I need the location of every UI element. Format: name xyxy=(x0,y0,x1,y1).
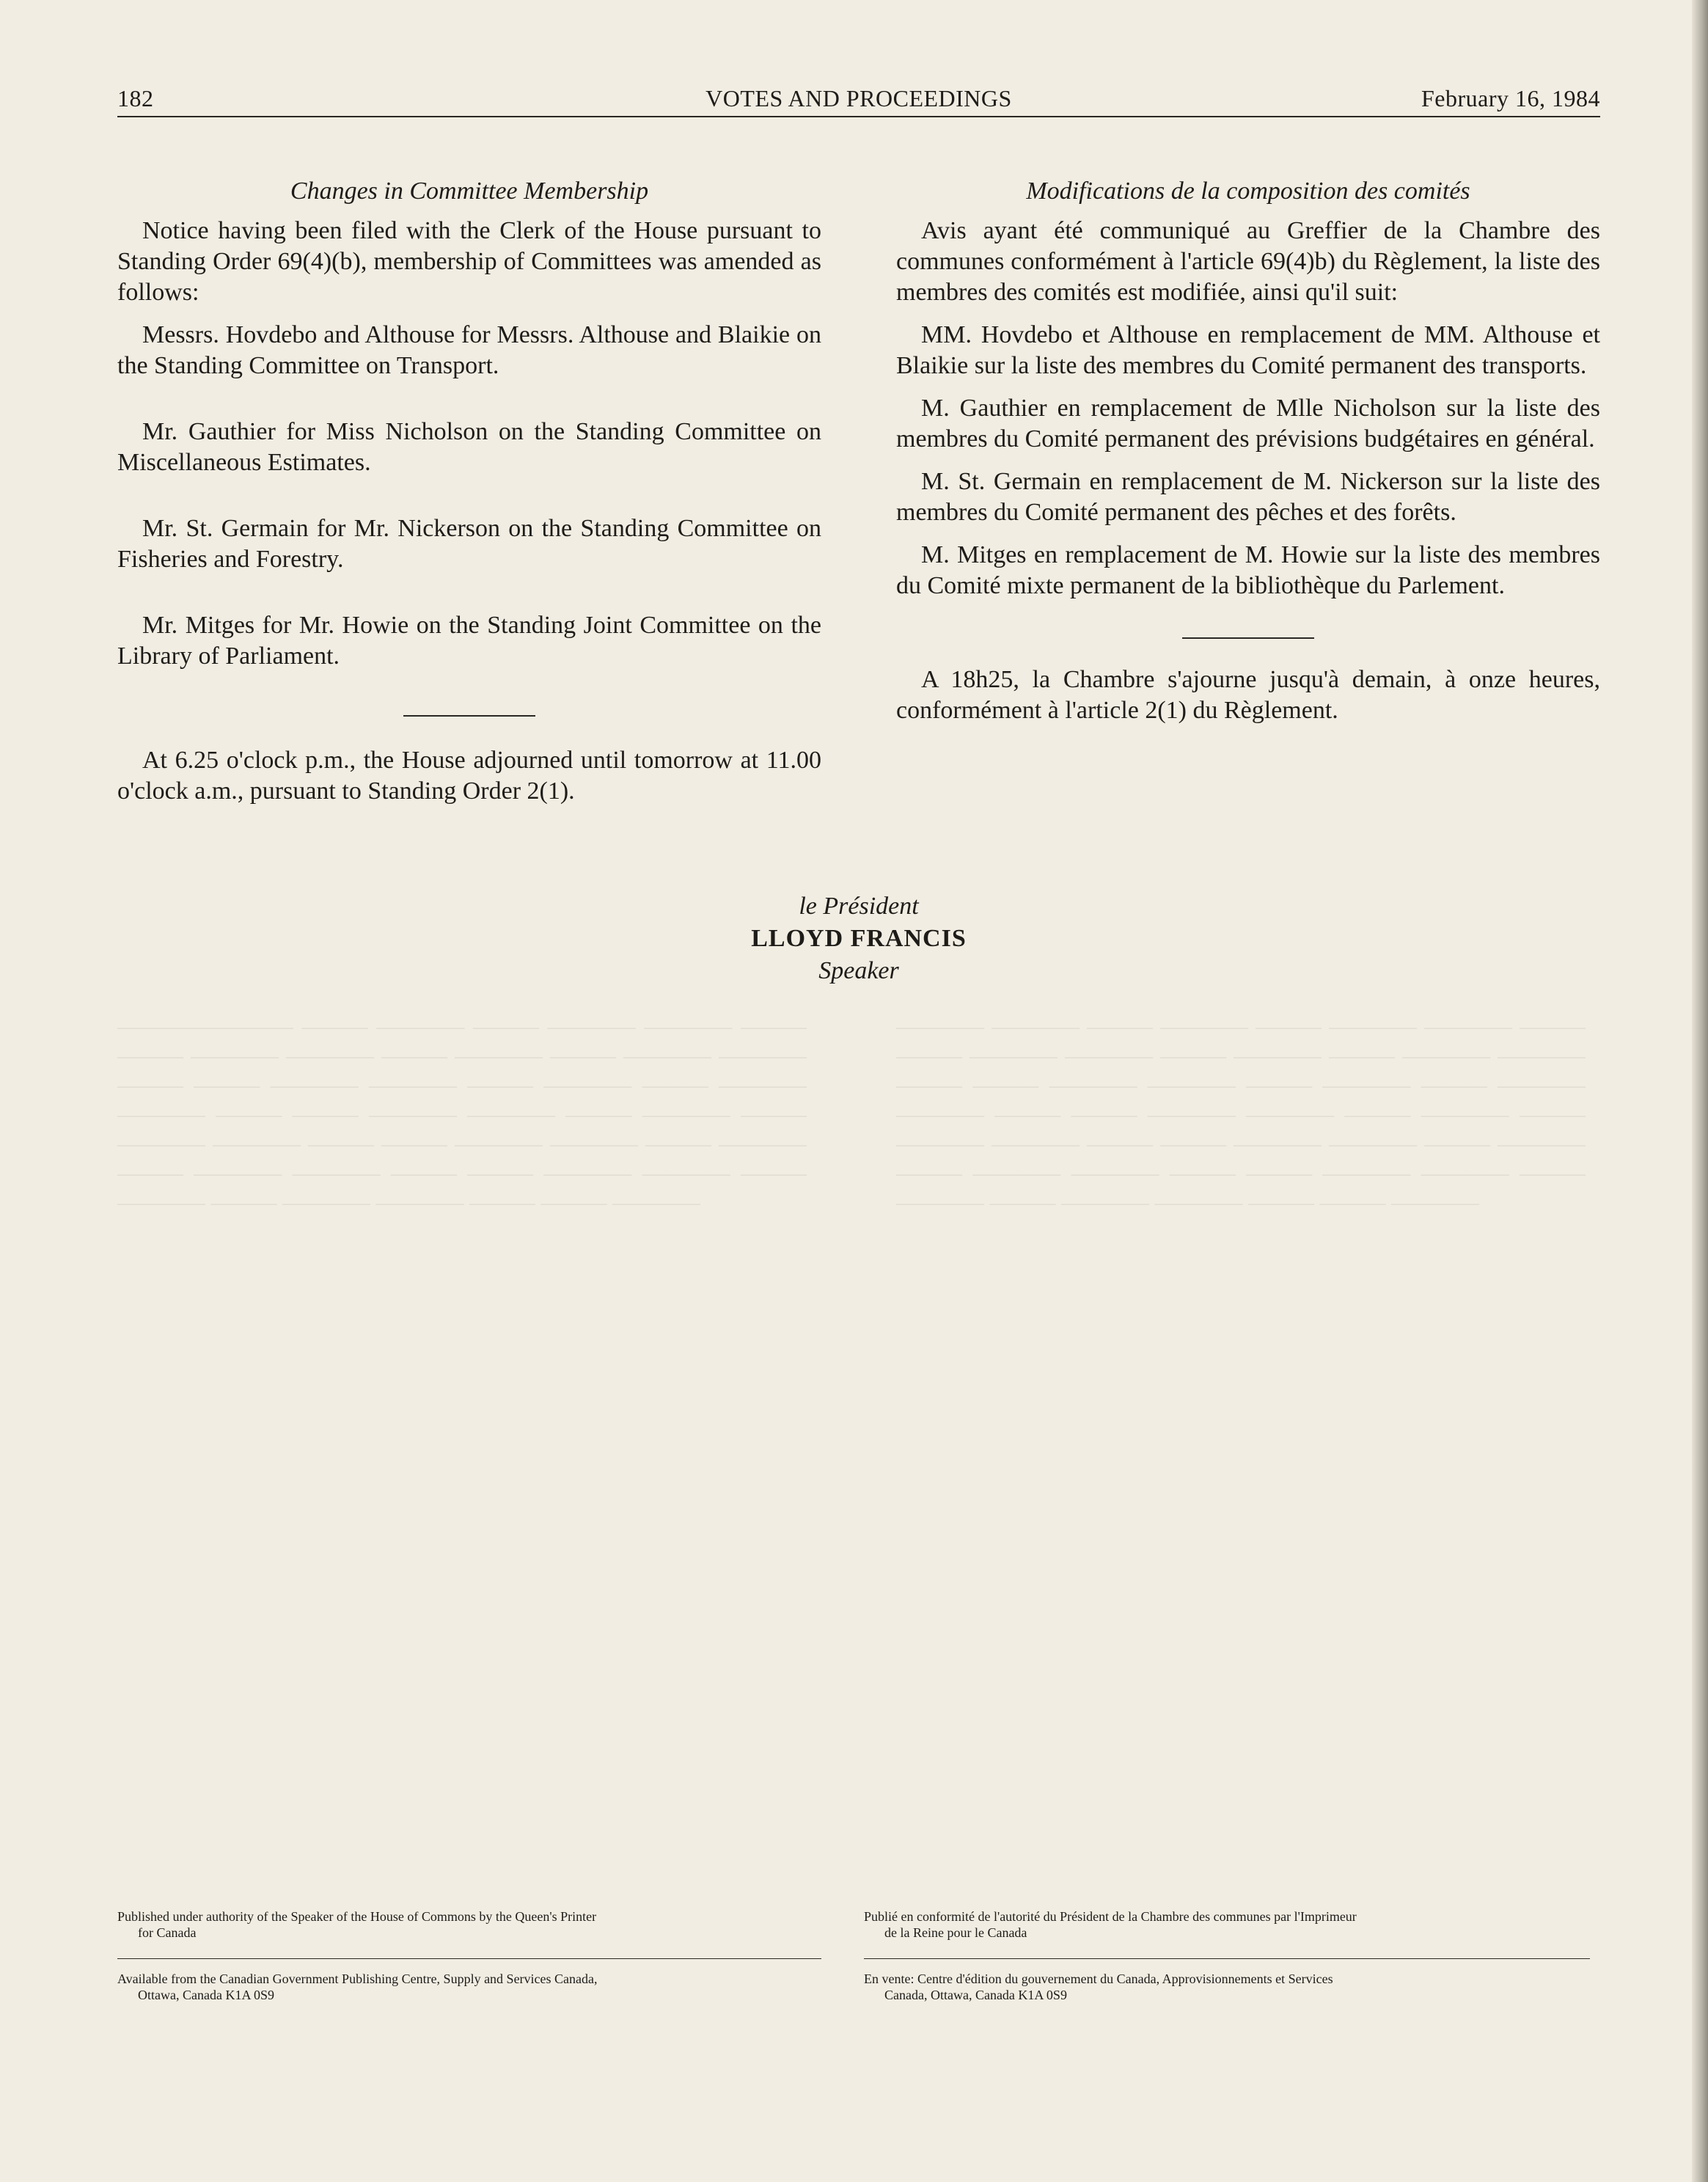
publication-notice-cont: for Canada xyxy=(138,1925,197,1940)
intro-paragraph: Avis ayant été communiqué au Greffier de la Chambre des communes conformément à l'article 69(4)b) du Règlement, la liste des membres des comités est modifiée, ainsi qu'il suit: xyxy=(896,217,1600,306)
speaker-title: Speaker xyxy=(818,957,899,984)
section-divider xyxy=(1182,637,1314,639)
publisher-footer-french xyxy=(864,1908,1590,2003)
publication-notice-cont: de la Reine pour le Canada xyxy=(884,1925,1027,1940)
membership-change: MM. Hovdebo et Althouse en remplacement de MM. Althouse et Blaikie sur la liste des membres du Comité permanent des transports. xyxy=(896,321,1600,379)
footer-divider xyxy=(117,1958,821,1959)
section-divider xyxy=(403,715,535,717)
speaker-signature-block xyxy=(117,890,1600,987)
membership-change: M. Gauthier en remplacement de Mlle Nicholson sur la liste des membres du Comité permanent des prévisions budgétaires en général. xyxy=(896,395,1600,453)
bleed-through-text: ———— ———— ——— ———— ——— ———— ———— ——— ——— ———— ———— ——— ———— ——— ———— ———— ——— ——— ———— ———— ——— ———— ——— ———— ———— ——— ——— ———— ———— ——— ———— ——— ———— ———— ——— ——— ———— ———— ——— ———— ——— ———— ———— ——— ——— ———— ———— ——— ———— ——— ———— ———— ——— ——— ———— xyxy=(896,1014,1586,1215)
membership-change: Messrs. Hovdebo and Althouse for Messrs. Althouse and Blaikie on the Standing Committee on Transport. xyxy=(117,321,821,379)
adjournment-paragraph: At 6.25 o'clock p.m., the House adjourned until tomorrow at 11.00 o'clock a.m., pursuant to Standing Order 2(1). xyxy=(117,747,821,805)
french-column xyxy=(896,176,1600,726)
publication-notice: Published under authority of the Speaker of the House of Commons by the Queen's Printer xyxy=(117,1909,597,1924)
availability-notice: Available from the Canadian Government Publishing Centre, Supply and Services Canada, xyxy=(117,1972,598,1986)
english-column xyxy=(117,176,821,807)
membership-change: Mr. Mitges for Mr. Howie on the Standing Joint Committee on the Library of Parliament. xyxy=(117,612,821,670)
adjournment-paragraph: A 18h25, la Chambre s'ajourne jusqu'à demain, à onze heures, conformément à l'article 2(1) du Règlement. xyxy=(896,666,1600,724)
section-heading: Changes in Committee Membership xyxy=(290,177,649,205)
availability-notice-cont: Ottawa, Canada K1A 0S9 xyxy=(138,1988,274,2002)
page-header xyxy=(117,81,1600,117)
availability-notice-cont: Canada, Ottawa, Canada K1A 0S9 xyxy=(884,1988,1067,2002)
running-title: VOTES AND PROCEEDINGS xyxy=(705,85,1012,111)
speaker-name: LLOYD FRANCIS xyxy=(751,925,967,952)
membership-change: Mr. Gauthier for Miss Nicholson on the Standing Committee on Miscellaneous Estimates. xyxy=(117,418,821,476)
president-title: le Président xyxy=(799,893,919,920)
membership-change: M. Mitges en remplacement de M. Howie sur la liste des membres du Comité mixte permanent de la bibliothèque du Parlement. xyxy=(896,541,1600,599)
binding-edge xyxy=(1692,0,1708,2182)
intro-paragraph: Notice having been filed with the Clerk of the House pursuant to Standing Order 69(4)(b), membership of Committees was amended as follows: xyxy=(117,217,821,306)
publisher-footer-english xyxy=(117,1908,821,2003)
membership-change: Mr. St. Germain for Mr. Nickerson on the Standing Committee on Fisheries and Forestry. xyxy=(117,515,821,573)
publication-notice: Publié en conformité de l'autorité du Président de la Chambre des communes par l'Imprimeur xyxy=(864,1909,1357,1924)
header-date: February 16, 1984 xyxy=(1421,85,1600,111)
page-number: 182 xyxy=(117,85,154,111)
footer-divider xyxy=(864,1958,1590,1959)
section-heading: Modifications de la composition des comités xyxy=(1026,177,1470,205)
bleed-through-text: ———————— ——— ———— ——— ———— ———— ——— ——— ———— ———— ——— ———— ——— ———— ———— ——— ——— ———— ———— ——— ———— ——— ———— ———— ——— ——— ———— ———— ——— ———— ——— ———— ———— ——— ——— ———— ———— ——— ———— ——— ———— ———— ——— ——— ———— ———— ——— ———— ——— ———— ———— ——— ——— ———— xyxy=(117,1014,807,1215)
availability-notice: En vente: Centre d'édition du gouvernement du Canada, Approvisionnements et Services xyxy=(864,1972,1333,1986)
membership-change: M. St. Germain en remplacement de M. Nickerson sur la liste des membres du Comité permanent des pêches et des forêts. xyxy=(896,468,1600,526)
